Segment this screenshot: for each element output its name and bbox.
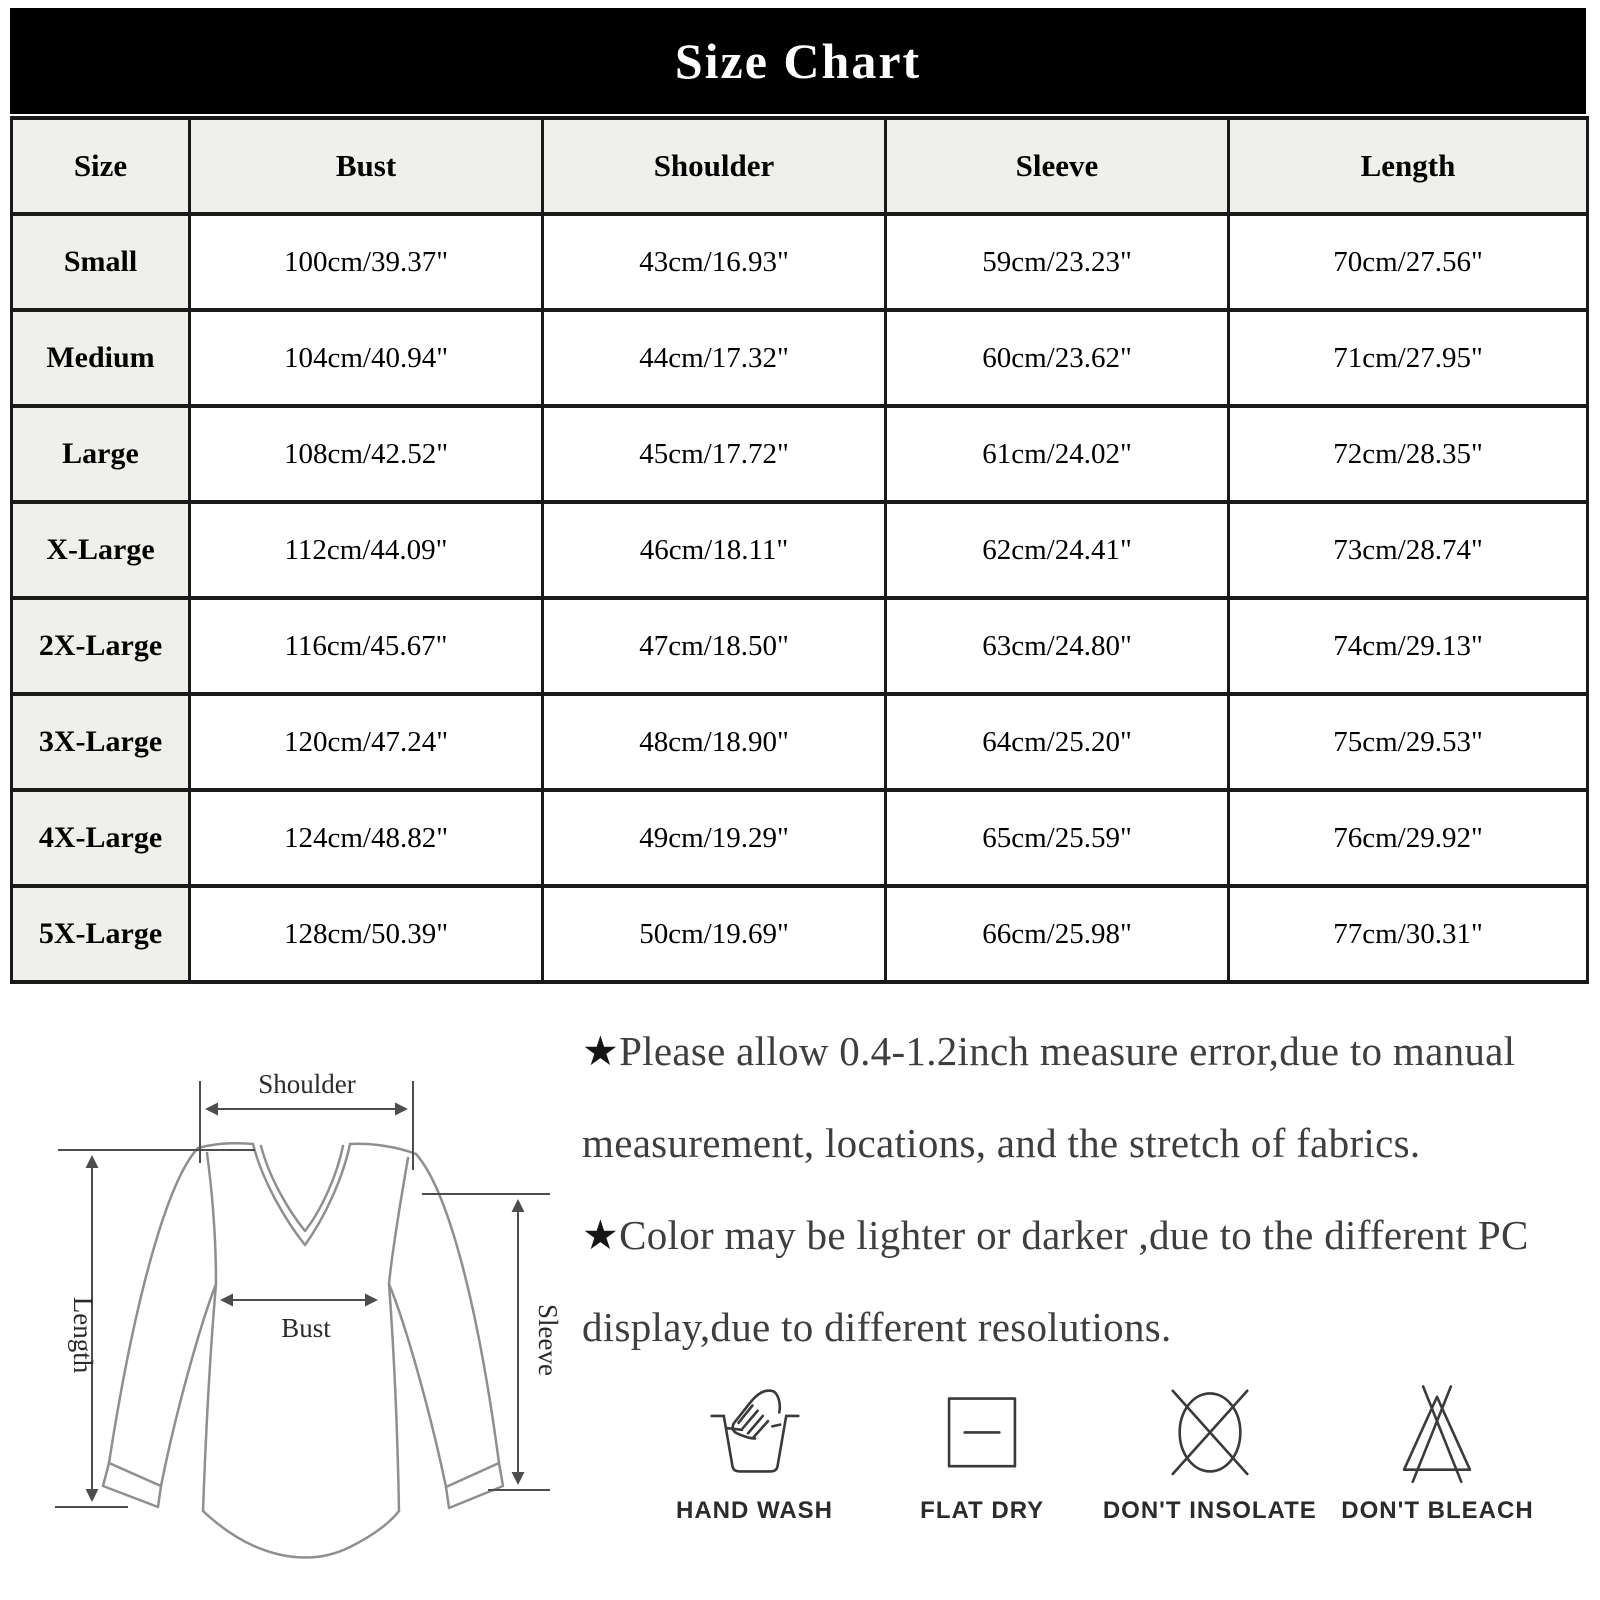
notes-and-care — [570, 995, 1590, 1595]
note-measure-error-text: Please allow 0.4-1.2inch measure error,due to manual measurement, locations, and the stretch of fabrics. — [582, 1028, 1516, 1166]
length-value: 73cm/28.74" — [1229, 502, 1588, 598]
note-measure-error — [582, 1005, 1542, 1189]
bust-value: 116cm/45.67" — [190, 598, 543, 694]
bust-value: 100cm/39.37" — [190, 214, 543, 310]
bust-value: 112cm/44.09" — [190, 502, 543, 598]
table-row — [12, 790, 1588, 886]
sleeve-value: 64cm/25.20" — [886, 694, 1229, 790]
shoulder-value: 50cm/19.69" — [543, 886, 886, 982]
sleeve-value: 65cm/25.59" — [886, 790, 1229, 886]
shoulder-value: 48cm/18.90" — [543, 694, 886, 790]
table-row — [12, 598, 1588, 694]
title-banner — [10, 8, 1586, 114]
table-row — [12, 502, 1588, 598]
shoulder-value: 44cm/17.32" — [543, 310, 886, 406]
care-label: HAND WASH — [676, 1497, 833, 1524]
star-icon: ★ — [582, 1028, 620, 1074]
care-item-hand-wash — [642, 1383, 867, 1525]
table-row — [12, 886, 1588, 982]
care-instructions-row — [582, 1373, 1590, 1525]
care-label: DON'T BLEACH — [1341, 1497, 1534, 1524]
shoulder-value: 46cm/18.11" — [543, 502, 886, 598]
shoulder-value: 45cm/17.72" — [543, 406, 886, 502]
dont-bleach-icon — [1385, 1383, 1489, 1487]
size-label: Medium — [12, 310, 190, 406]
dimension-lines — [55, 1081, 550, 1507]
care-item-flat-dry — [870, 1383, 1095, 1525]
dont-insolate-icon — [1158, 1383, 1262, 1487]
bust-value: 104cm/40.94" — [190, 310, 543, 406]
star-icon: ★ — [582, 1212, 620, 1258]
table-header-row — [12, 118, 1588, 214]
sleeve-value: 61cm/24.02" — [886, 406, 1229, 502]
size-label: X-Large — [12, 502, 190, 598]
garment-measurement-diagram — [10, 995, 570, 1595]
table-row — [12, 406, 1588, 502]
shoulder-value: 47cm/18.50" — [543, 598, 886, 694]
sleeve-value: 66cm/25.98" — [886, 886, 1229, 982]
col-header-size: Size — [12, 118, 190, 214]
shirt-diagram-svg — [10, 995, 570, 1595]
bottom-section — [10, 995, 1590, 1595]
size-label: 4X-Large — [12, 790, 190, 886]
sleeve-value: 63cm/24.80" — [886, 598, 1229, 694]
care-item-dont-bleach — [1325, 1383, 1550, 1525]
size-label: Large — [12, 406, 190, 502]
sleeve-value: 59cm/23.23" — [886, 214, 1229, 310]
size-table — [10, 116, 1589, 984]
shoulder-value: 43cm/16.93" — [543, 214, 886, 310]
flat-dry-icon — [930, 1383, 1034, 1487]
length-value: 74cm/29.13" — [1229, 598, 1588, 694]
diagram-sleeve-label: Sleeve — [533, 1304, 563, 1376]
shirt-outline — [103, 1143, 503, 1557]
length-value: 71cm/27.95" — [1229, 310, 1588, 406]
size-label: 3X-Large — [12, 694, 190, 790]
hand-wash-icon — [703, 1383, 807, 1487]
col-header-shoulder: Shoulder — [543, 118, 886, 214]
care-item-dont-insolate — [1097, 1383, 1322, 1525]
diagram-bust-label: Bust — [281, 1313, 331, 1343]
size-label: Small — [12, 214, 190, 310]
col-header-sleeve: Sleeve — [886, 118, 1229, 214]
table-row — [12, 214, 1588, 310]
sleeve-value: 60cm/23.62" — [886, 310, 1229, 406]
length-value: 76cm/29.92" — [1229, 790, 1588, 886]
care-label: FLAT DRY — [920, 1497, 1045, 1524]
table-row — [12, 694, 1588, 790]
table-row — [12, 310, 1588, 406]
length-value: 70cm/27.56" — [1229, 214, 1588, 310]
diagram-length-label: Length — [68, 1296, 98, 1374]
care-label: DON'T INSOLATE — [1102, 1497, 1317, 1524]
page-title: Size Chart — [674, 33, 922, 89]
col-header-bust: Bust — [190, 118, 543, 214]
shoulder-value: 49cm/19.29" — [543, 790, 886, 886]
bust-value: 108cm/42.52" — [190, 406, 543, 502]
size-label: 5X-Large — [12, 886, 190, 982]
size-label: 2X-Large — [12, 598, 190, 694]
note-color-difference — [582, 1189, 1542, 1373]
note-color-difference-text: Color may be lighter or darker ,due to the different PC display,due to different resolutions. — [582, 1212, 1529, 1350]
bust-value: 128cm/50.39" — [190, 886, 543, 982]
length-value: 75cm/29.53" — [1229, 694, 1588, 790]
bust-value: 124cm/48.82" — [190, 790, 543, 886]
diagram-shoulder-label: Shoulder — [258, 1069, 356, 1099]
col-header-length: Length — [1229, 118, 1588, 214]
bust-value: 120cm/47.24" — [190, 694, 543, 790]
length-value: 72cm/28.35" — [1229, 406, 1588, 502]
length-value: 77cm/30.31" — [1229, 886, 1588, 982]
sleeve-value: 62cm/24.41" — [886, 502, 1229, 598]
